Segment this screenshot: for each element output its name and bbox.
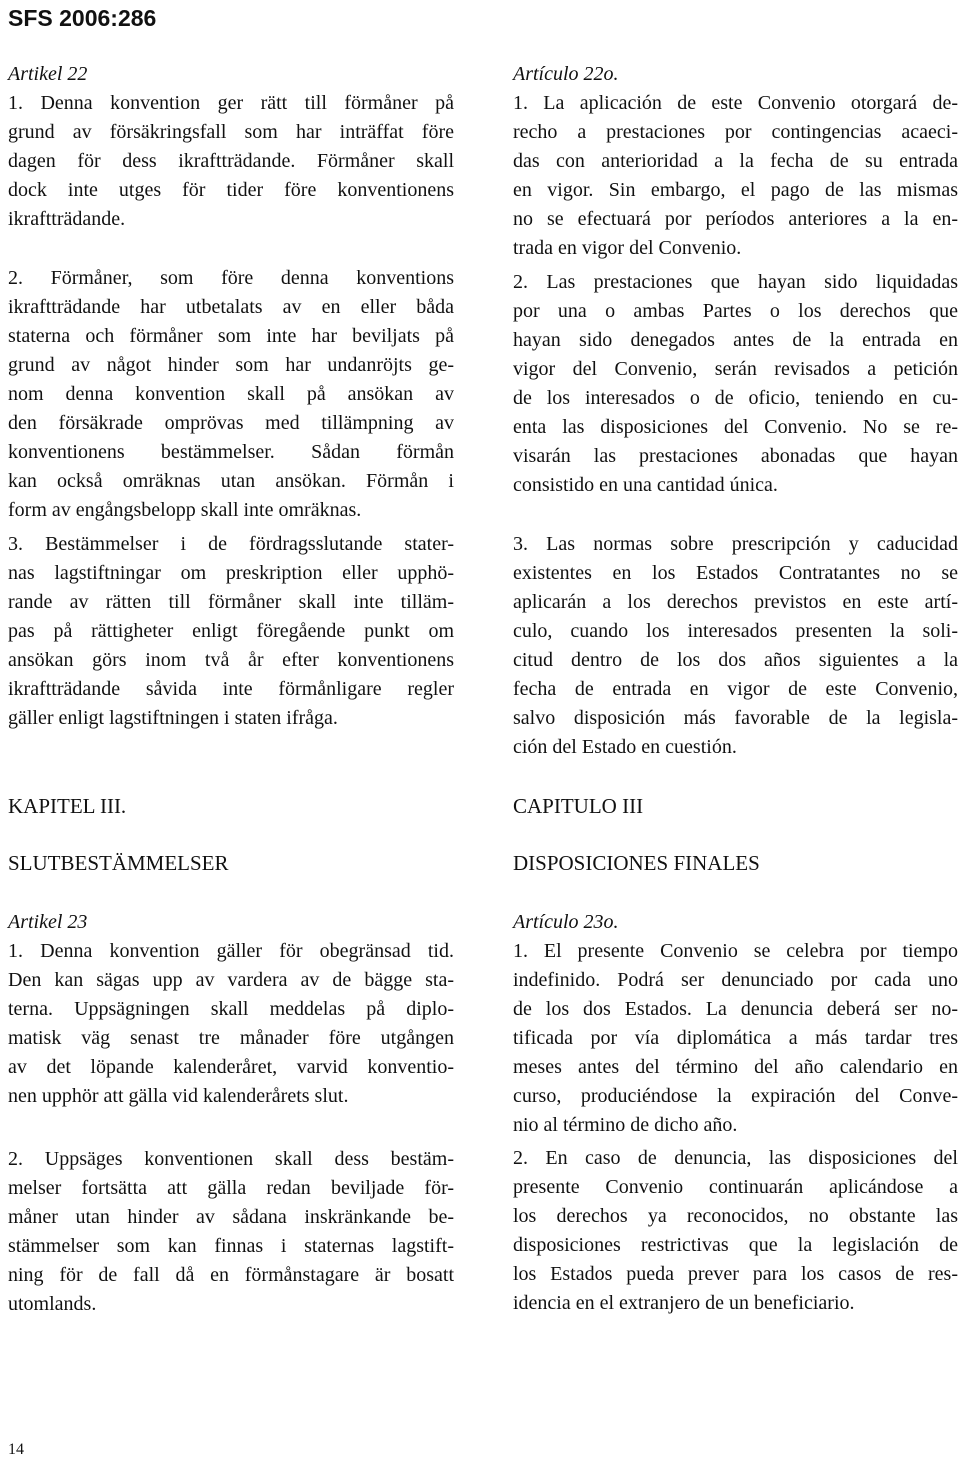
text-line: aplicarán a los derechos previstos en este artí- xyxy=(513,591,958,613)
article-23-title-sv: Artikel 23 xyxy=(8,911,88,933)
text-line: idencia en el extranjero de un beneficiario. xyxy=(513,1292,855,1314)
text-line: culo, cuando los interesados presenten la soli- xyxy=(513,620,958,642)
text-line: fecha de entrada en vigor de este Convenio, xyxy=(513,678,958,700)
text-line: form av engångsbelopp skall inte omräknas. xyxy=(8,499,362,521)
text-line: curso, produciéndose la expiración del Conve- xyxy=(513,1085,958,1107)
text-line: matisk väg senast tre månader före utgången xyxy=(8,1027,454,1049)
text-line: salvo disposición más favorable de la legisla- xyxy=(513,707,958,729)
chapter-title-sv: SLUTBESTÄMMELSER xyxy=(8,851,229,875)
article-23-paragraph-1-es xyxy=(513,937,958,1140)
text-line: nio al término de dicho año. xyxy=(513,1114,738,1136)
text-line: ansökan görs inom två år efter konventionens xyxy=(8,649,454,671)
article-23-paragraph-2-sv xyxy=(8,1145,454,1319)
text-line: 3. Bestämmelser i de fördragsslutande stater- xyxy=(8,533,454,555)
text-line: tificada por vía diplomática a más tardar tres xyxy=(513,1027,958,1049)
article-22-paragraph-2-es xyxy=(513,268,958,500)
text-line: recho a prestaciones por contingencias acaeci- xyxy=(513,121,958,143)
article-22-title-sv: Artikel 22 xyxy=(8,63,88,85)
text-line: nas lagstiftningar om preskription eller upphö- xyxy=(8,562,454,584)
text-line: grund av något hinder som har undanröjts ge- xyxy=(8,354,454,376)
text-line: pas på rättigheter enligt föregående punkt om xyxy=(8,620,454,642)
text-line: den försäkrade omprövas med tillämpning av xyxy=(8,412,454,434)
text-line: consistido en una cantidad única. xyxy=(513,474,778,496)
text-line: staterna och förmåner som inte har beviljats på xyxy=(8,325,454,347)
chapter-title-es: DISPOSICIONES FINALES xyxy=(513,851,760,875)
text-line: los Estados pueda prever para los casos de res- xyxy=(513,1263,958,1285)
text-line: måner utan hinder av sådana inskränkande be- xyxy=(8,1206,454,1228)
text-line: utomlands. xyxy=(8,1293,97,1315)
document-reference: SFS 2006:286 xyxy=(8,5,157,31)
text-line: de los interesados o de oficio, teniendo en cu- xyxy=(513,387,958,409)
text-line: trada en vigor del Convenio. xyxy=(513,237,742,259)
page-number: 14 xyxy=(8,1441,24,1458)
text-line: de los dos Estados. La denuncia deberá ser no- xyxy=(513,998,958,1020)
text-line: av det löpande kalenderåret, varvid konventio- xyxy=(8,1056,454,1078)
text-line: no se efectuará por períodos anteriores a la en- xyxy=(513,208,958,230)
article-22-title-es: Artículo 22o. xyxy=(513,63,619,85)
text-line: meses antes del término del año calendario en xyxy=(513,1056,958,1078)
text-line: por una o ambas Partes o los derechos que xyxy=(513,300,958,322)
article-23-paragraph-2-es xyxy=(513,1144,958,1318)
text-line: das con anterioridad a la fecha de su entrada xyxy=(513,150,958,172)
chapter-heading-es: CAPITULO III xyxy=(513,794,644,818)
text-line: 1. El presente Convenio se celebra por tiempo xyxy=(513,940,958,962)
text-line: ikraftträdande såvida inte förmånligare regler xyxy=(8,678,454,700)
text-line: 3. Las normas sobre prescripción y caducidad xyxy=(513,533,958,555)
text-line: 1. Denna konvention gäller för obegränsad tid. xyxy=(8,940,454,962)
text-line: dagen för dess ikraftträdande. Förmåner skall xyxy=(8,150,454,172)
text-line: gäller enligt lagstiftningen i staten ifråga. xyxy=(8,707,338,729)
text-line: 1. La aplicación de este Convenio otorgará de- xyxy=(513,92,958,114)
text-line: stämmelser som kan finnas i staternas lagstift- xyxy=(8,1235,454,1257)
text-line: konventionens bestämmelser. Sådan förmån xyxy=(8,441,454,463)
chapter-heading-sv: KAPITEL III. xyxy=(8,794,127,818)
text-line: enta las disposiciones del Convenio. No se re- xyxy=(513,416,958,438)
text-line: disposiciones restrictivas que la legislación de xyxy=(513,1234,958,1256)
article-22-paragraph-3-sv xyxy=(8,530,454,733)
text-line: terna. Uppsägningen skall meddelas på diplo- xyxy=(8,998,454,1020)
article-22-paragraph-3-es xyxy=(513,530,958,762)
text-line: nen upphör att gälla vid kalenderårets slut. xyxy=(8,1085,349,1107)
text-line: ikraftträdande. xyxy=(8,208,126,230)
text-line: Den kan sägas upp av vardera av de bägge sta- xyxy=(8,969,454,991)
text-line: vigor del Convenio, serán revisados a petición xyxy=(513,358,958,380)
text-line: 2. Las prestaciones que hayan sido liquidadas xyxy=(513,271,958,293)
text-line: ción del Estado en cuestión. xyxy=(513,736,737,758)
text-line: melser fortsätta att gälla redan beviljade för- xyxy=(8,1177,454,1199)
text-line: kan också omräknas utan ansökan. Förmån i xyxy=(8,470,454,492)
text-line: citud dentro de los dos años siguientes a la xyxy=(513,649,958,671)
text-line: indefinido. Podrá ser denunciado por cada uno xyxy=(513,969,958,991)
text-line: ikraftträdande har utbetalats av en eller båda xyxy=(8,296,454,318)
text-line: 2. Uppsäges konventionen skall dess bestäm- xyxy=(8,1148,454,1170)
article-22-paragraph-2-sv xyxy=(8,264,454,525)
text-line: existentes en los Estados Contratantes no se xyxy=(513,562,958,584)
text-line: dock inte utges för tider före konventionens xyxy=(8,179,454,201)
text-line: ning för de fall då en förmånstagare är bosatt xyxy=(8,1264,454,1286)
text-line: los derechos ya reconocidos, no obstante las xyxy=(513,1205,958,1227)
text-line: nom denna konvention skall på ansökan av xyxy=(8,383,454,405)
article-22-paragraph-1-sv xyxy=(8,89,454,234)
text-line: 1. Denna konvention ger rätt till förmåner på xyxy=(8,92,454,114)
text-line: en vigor. Sin embargo, el pago de las mismas xyxy=(513,179,958,201)
text-line: 2. En caso de denuncia, las disposiciones del xyxy=(513,1147,958,1169)
text-line: hayan sido denegados antes de la entrada en xyxy=(513,329,958,351)
text-line: 2. Förmåner, som före denna konventions xyxy=(8,267,454,289)
text-line: grund av försäkringsfall som har inträffat före xyxy=(8,121,454,143)
text-line: visarán las prestaciones abonadas que hayan xyxy=(513,445,958,467)
text-line: rande av rätten till förmåner skall inte tilläm- xyxy=(8,591,454,613)
article-23-title-es: Artículo 23o. xyxy=(513,911,619,933)
text-line: presente Convenio continuarán aplicándose a xyxy=(513,1176,958,1198)
article-22-paragraph-1-es xyxy=(513,89,958,263)
article-23-paragraph-1-sv xyxy=(8,937,454,1111)
